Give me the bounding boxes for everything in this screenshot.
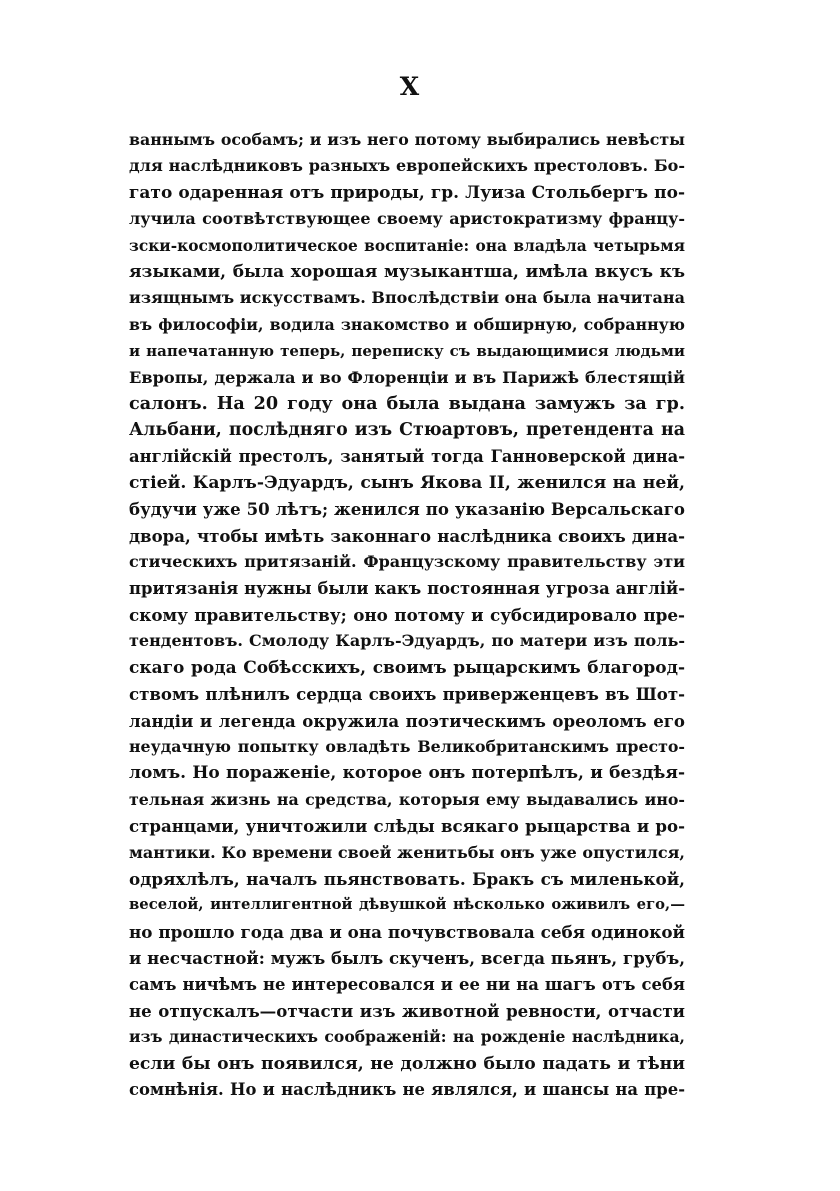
text-line: не отпускалъ—отчасти изъ животной ревности, отчасти: [129, 1000, 685, 1021]
text-line: ландіи и легенда окружила поэтическимъ ореоломъ его: [129, 710, 685, 731]
text-line: Альбани, послѣдняго изъ Стюартовъ, претендента на: [129, 420, 685, 441]
text-line: если бы онъ появился, не должно было падать и тѣни: [129, 1053, 685, 1074]
text-line: и несчастной: мужъ былъ скученъ, всегда пьянъ, грубъ,: [129, 948, 685, 969]
text-line: тендентовъ. Смолоду Карлъ-Эдуардъ, по матери изъ поль-: [129, 631, 685, 651]
text-line: ломъ. Но пораженіе, которое онъ потерпѣлъ, и бездѣя-: [129, 763, 685, 784]
text-line: скаго рода Собѣсскихъ, своимъ рыцарскимъ благород-: [129, 657, 685, 678]
text-line: англійскій престолъ, занятый тогда Ганноверской дина-: [129, 446, 685, 466]
text-line: и напечатанную теперь, переписку съ выдающимися людьми: [129, 342, 685, 361]
text-line: тельная жизнь на средства, которыя ему выдавались ино-: [129, 789, 685, 809]
text-line: притязанія нужны были какъ постоянная угроза англій-: [129, 578, 685, 598]
text-line: языками, была хорошая музыкантша, имѣла вкусъ къ: [129, 261, 685, 282]
text-line: зски-космополитическое воспитаніе: она владѣла четырьмя: [129, 236, 685, 255]
text-line: сомнѣнія. Но и наслѣдникъ не являлся, и шансы на пре-: [129, 1080, 685, 1100]
text-line: ваннымъ особамъ; и изъ него потому выбирались невѣсты: [129, 130, 685, 149]
text-line: въ философіи, водила знакомство и обширную, собранную: [129, 314, 685, 334]
text-line: лучила соотвѣтствующее своему аристократизму францу-: [129, 209, 685, 229]
text-line: гато одаренная отъ природы, гр. Луиза Стольбергъ по-: [129, 182, 685, 203]
page-number: X: [399, 72, 421, 101]
text-line: Европы, держала и во Флоренціи и въ Парижѣ блестящій: [129, 367, 685, 387]
text-line: неудачную попытку овладѣть Великобританскимъ престо-: [129, 736, 685, 756]
body-text: [129, 127, 685, 1103]
text-line: стическихъ притязаній. Французскому правительству эти: [129, 552, 685, 572]
text-line: будучи уже 50 лѣтъ; женился по указанію Версальскаго: [129, 499, 685, 520]
text-line: изящнымъ искусствамъ. Впослѣдствіи она была начитана: [129, 288, 685, 308]
text-line: странцами, уничтожили слѣды всякаго рыцарства и ро-: [129, 816, 685, 837]
text-line: ствомъ плѣнилъ сердца своихъ приверженцевъ въ Шот-: [129, 684, 685, 705]
text-line: скому правительству; оно потому и субсидировало пре-: [129, 605, 685, 626]
text-line: салонъ. На 20 году она была выдана замужъ за гр.: [129, 392, 685, 414]
text-line: одряхлѣлъ, началъ пьянствовать. Бракъ съ миленькой,: [129, 868, 685, 889]
text-line: но прошло года два и она почувствовала себя одинокой: [129, 921, 685, 942]
text-line: для наслѣдниковъ разныхъ европейскихъ престоловъ. Бо-: [129, 156, 685, 176]
text-line: мантики. Ко времени своей женитьбы онъ уже опустился,: [129, 842, 685, 862]
text-line: стіей. Карлъ-Эдуардъ, сынъ Якова II, женился на ней,: [129, 473, 685, 494]
text-line: самъ ничѣмъ не интересовался и ее ни на шагъ отъ себя: [129, 974, 685, 994]
text-line: веселой, интеллигентной дѣвушкой нѣсколько оживилъ его,—: [129, 896, 685, 914]
text-line: изъ династическихъ соображеній: на рожденіе наслѣдника,: [129, 1027, 685, 1047]
text-line: двора, чтобы имѣть законнаго наслѣдника своихъ дина-: [129, 525, 685, 546]
